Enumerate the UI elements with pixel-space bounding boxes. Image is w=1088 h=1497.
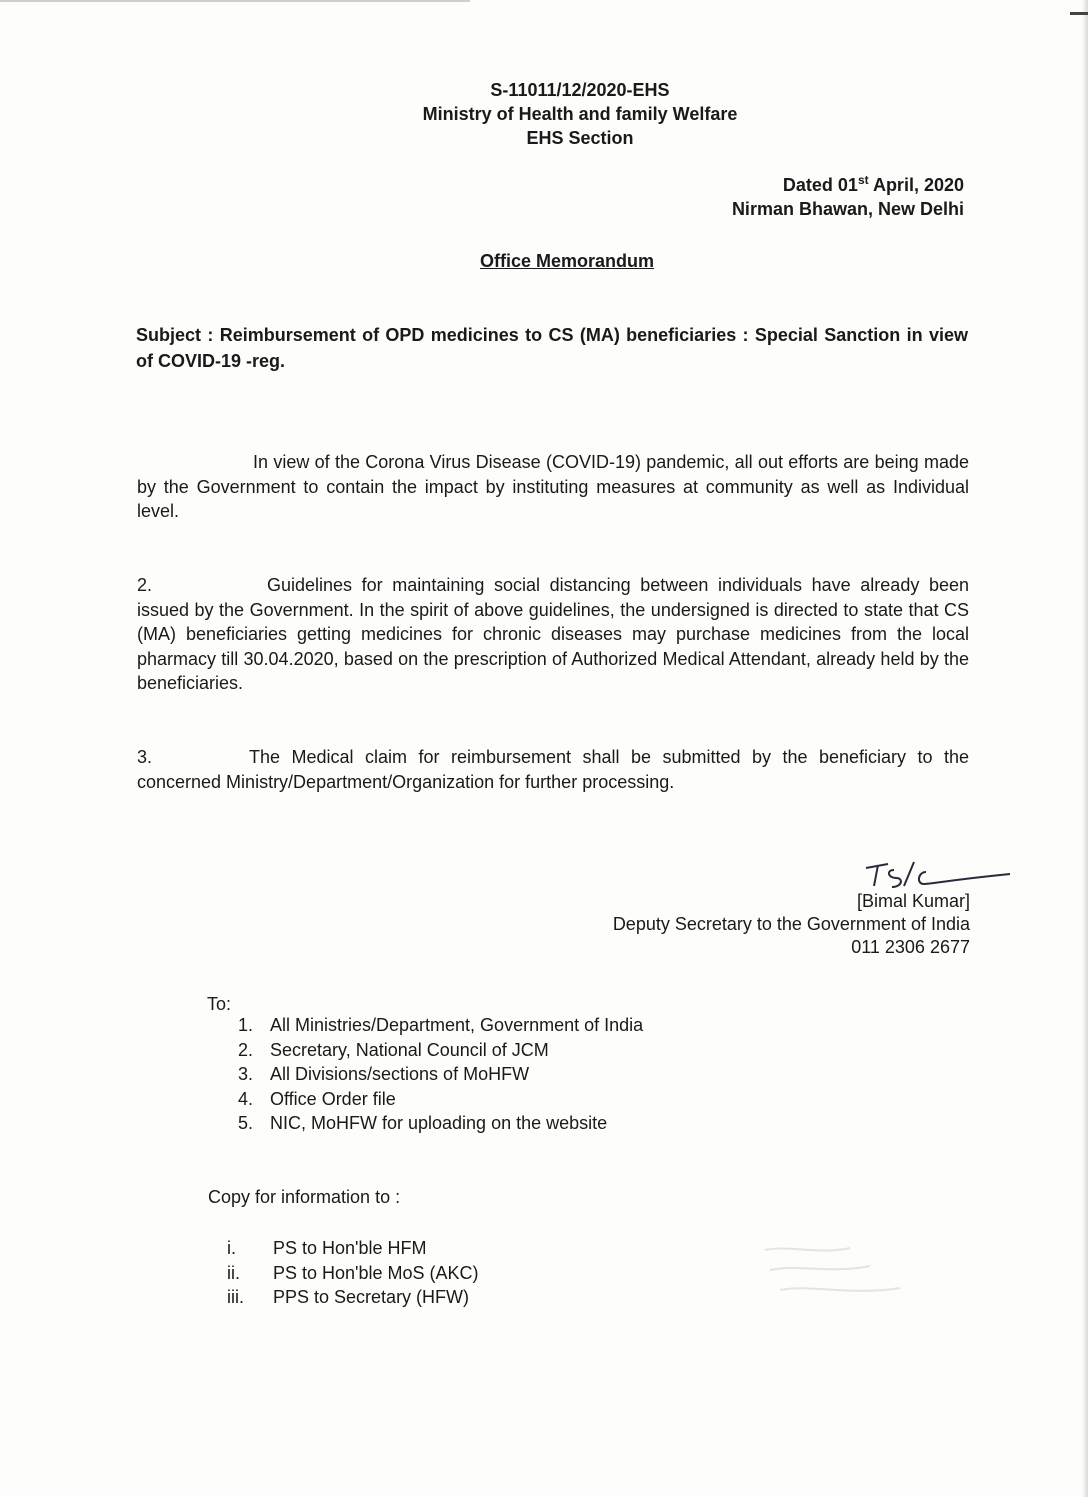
signatory-block [510, 890, 970, 959]
signatory-designation: Deputy Secretary to the Government of India [612, 914, 970, 934]
date-line [464, 173, 964, 196]
list-item-text: Secretary, National Council of JCM [270, 1039, 549, 1060]
paragraph-1-text: In view of the Corona Virus Disease (COVID-19) pandemic, all out efforts are being made by the Government to contain the impact by instituting measures at community as well as Individual level. [137, 452, 969, 521]
paragraph-1 [137, 450, 969, 524]
paragraph-3 [137, 745, 969, 794]
paragraph-2-text: Guidelines for maintaining social distancing between individuals have already been issued by the Government. In the spirit of above guidelines, the undersigned is directed to state that CS (MA) beneficiaries getting medicines for chronic diseases may purchase medicines from the local pharmacy till 30.04.2020, based on the prescription of Authorized Medical Attendant, already held by the beneficiaries. [137, 575, 969, 693]
signatory-phone: 011 2306 2677 [851, 937, 970, 957]
scan-artifact-edge [1082, 0, 1088, 1497]
memo-title: Office Memorandum [480, 251, 655, 271]
list-item [227, 1261, 479, 1286]
list-item-text: All Divisions/sections of MoHFW [270, 1064, 530, 1084]
paragraph-2 [137, 573, 969, 696]
list-item-text: Office Order file [270, 1088, 396, 1109]
list-item-text: PPS to Secretary (HFW) [273, 1287, 470, 1307]
scan-artifact-mark [1070, 12, 1088, 15]
signature-mark [860, 854, 1020, 894]
ministry-name: Ministry of Health and family Welfare [422, 104, 738, 124]
list-item-number: 3. [238, 1064, 254, 1084]
list-item [227, 1285, 479, 1310]
paragraph-3-text: The Medical claim for reimbursement shall be submitted by the beneficiary to the concerned Ministry/Department/Organization for further processing. [137, 747, 969, 792]
distribution-list [238, 1013, 643, 1136]
signatory-name: [Bimal Kumar] [856, 891, 970, 911]
place-line: Nirman Bhawan, New Delhi [731, 199, 964, 219]
paragraph-2-number: 2. [137, 575, 153, 595]
list-item-text: All Ministries/Department, Government of India [270, 1015, 644, 1035]
date-prefix: Dated 01 [782, 175, 858, 195]
list-item [238, 1038, 643, 1063]
paragraph-3-number: 3. [137, 747, 153, 767]
section-name: EHS Section [526, 128, 634, 148]
list-item [238, 1087, 643, 1112]
scan-artifact-top [0, 0, 470, 2]
list-item-text: PS to Hon'ble MoS (AKC) [273, 1262, 479, 1283]
bleed-through-marks [760, 1240, 910, 1310]
list-item-number: i. [227, 1238, 236, 1258]
list-item [238, 1111, 643, 1136]
to-label: To: [207, 994, 232, 1014]
list-item-number: ii. [227, 1262, 240, 1283]
date-suffix: April, 2020 [868, 175, 964, 195]
list-item [238, 1062, 643, 1087]
list-item-number: 1. [238, 1015, 254, 1035]
list-item-text: NIC, MoHFW for uploading on the website [270, 1113, 608, 1133]
list-item-number: 2. [238, 1039, 254, 1060]
list-item [227, 1236, 479, 1261]
copy-list [227, 1236, 479, 1310]
list-item-number: 4. [238, 1088, 254, 1109]
file-number: S-11011/12/2020-EHS [490, 80, 670, 100]
list-item [238, 1013, 643, 1038]
subject-line: Subject : Reimbursement of OPD medicines to CS (MA) beneficiaries : Special Sanction in view of COVID-19 -reg. [136, 325, 968, 371]
list-item-number: 5. [238, 1113, 254, 1133]
copy-label: Copy for information to : [208, 1187, 401, 1207]
list-item-number: iii. [227, 1287, 244, 1307]
date-suffix-ordinal: st [857, 173, 869, 187]
list-item-text: PS to Hon'ble HFM [273, 1238, 427, 1258]
